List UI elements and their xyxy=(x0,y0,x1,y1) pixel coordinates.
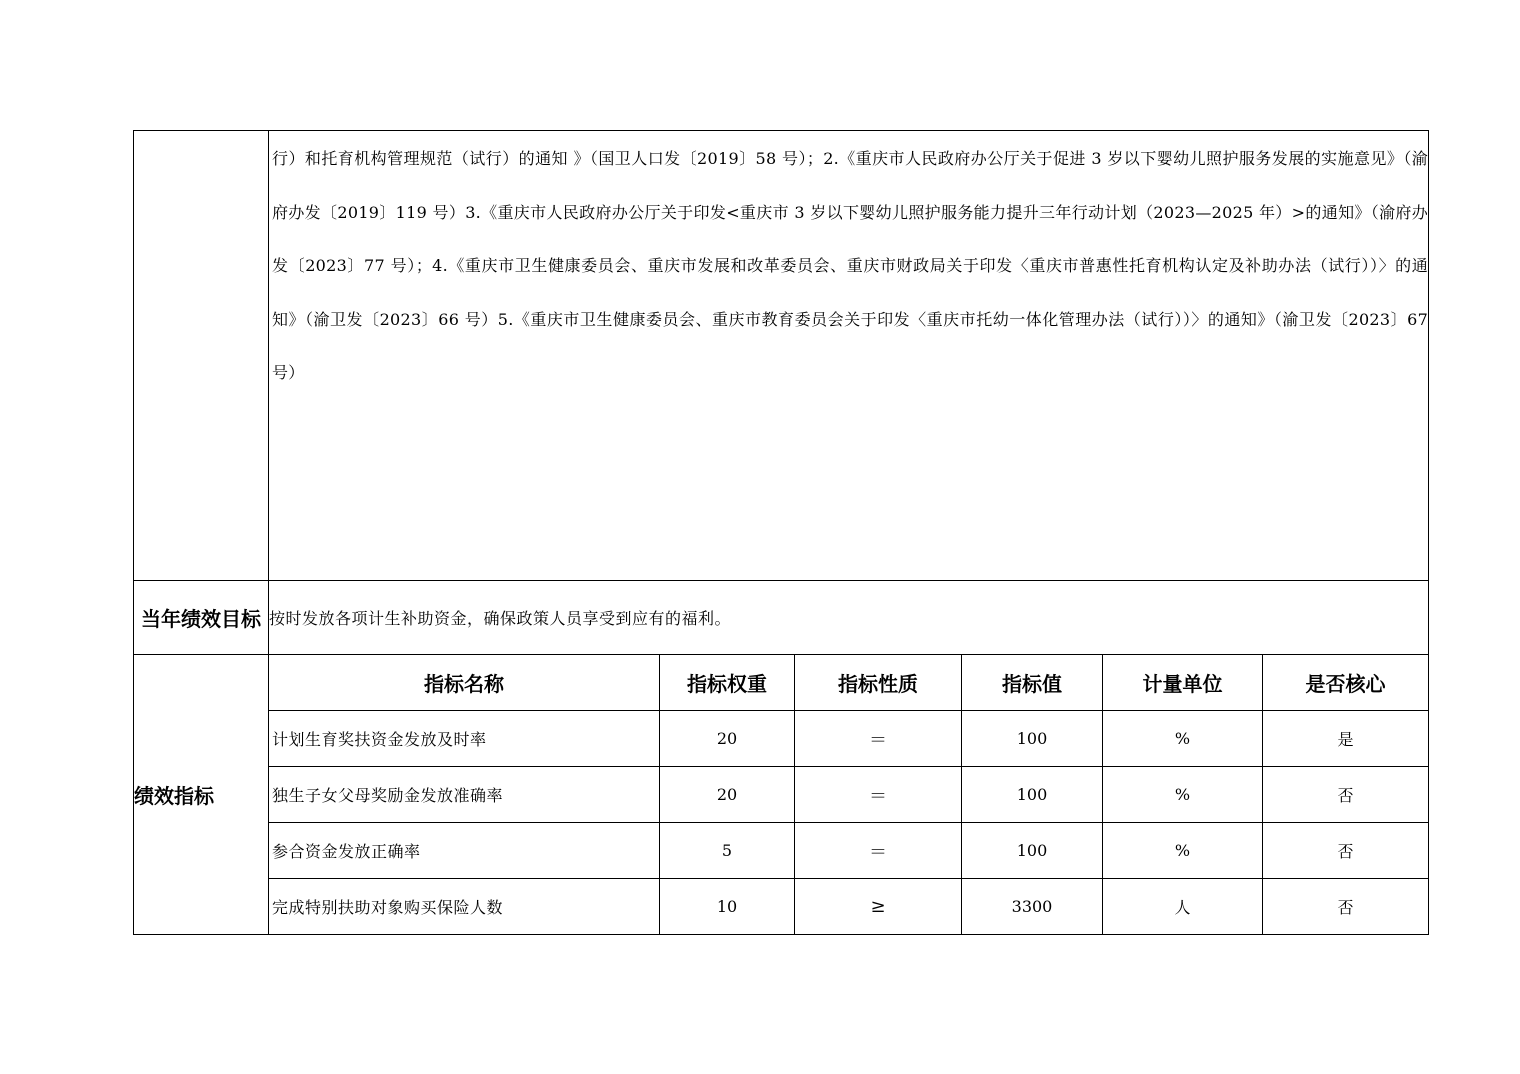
indicator-weight: 20 xyxy=(660,767,795,823)
indicator-core: 否 xyxy=(1263,879,1429,935)
header-indicator-name: 指标名称 xyxy=(269,655,660,711)
table-row xyxy=(134,711,1429,767)
indicator-nature: ＝ xyxy=(795,711,962,767)
indicator-unit: % xyxy=(1103,823,1263,879)
indicator-header-row xyxy=(134,655,1429,711)
indicator-nature: ＝ xyxy=(795,823,962,879)
indicator-value: 100 xyxy=(962,711,1103,767)
basis-label-cell xyxy=(134,131,269,581)
indicator-name: 计划生育奖扶资金发放及时率 xyxy=(269,711,660,767)
goal-text: 按时发放各项计生补助资金，确保政策人员享受到应有的福利。 xyxy=(269,581,1429,655)
indicator-unit: % xyxy=(1103,767,1263,823)
indicator-nature: ≥ xyxy=(795,879,962,935)
indicator-unit: 人 xyxy=(1103,879,1263,935)
header-indicator-weight: 指标权重 xyxy=(660,655,795,711)
basis-cell xyxy=(269,131,1429,581)
table-row xyxy=(134,767,1429,823)
indicator-weight: 10 xyxy=(660,879,795,935)
basis-row xyxy=(134,131,1429,581)
indicator-core: 否 xyxy=(1263,767,1429,823)
table-row xyxy=(134,879,1429,935)
goal-label: 当年绩效目标 xyxy=(134,581,269,655)
indicator-weight: 20 xyxy=(660,711,795,767)
indicator-core: 否 xyxy=(1263,823,1429,879)
indicator-value: 100 xyxy=(962,767,1103,823)
indicator-value: 100 xyxy=(962,823,1103,879)
indicator-nature: ＝ xyxy=(795,767,962,823)
header-indicator-value: 指标值 xyxy=(962,655,1103,711)
indicators-label: 绩效指标 xyxy=(134,655,269,935)
header-unit: 计量单位 xyxy=(1103,655,1263,711)
indicator-name: 完成特别扶助对象购买保险人数 xyxy=(269,879,660,935)
indicator-unit: % xyxy=(1103,711,1263,767)
indicator-value: 3300 xyxy=(962,879,1103,935)
goal-row xyxy=(134,581,1429,655)
indicator-core: 是 xyxy=(1263,711,1429,767)
performance-table xyxy=(133,130,1429,935)
indicator-name: 参合资金发放正确率 xyxy=(269,823,660,879)
header-indicator-nature: 指标性质 xyxy=(795,655,962,711)
table-row xyxy=(134,823,1429,879)
indicator-name: 独生子女父母奖励金发放准确率 xyxy=(269,767,660,823)
indicator-weight: 5 xyxy=(660,823,795,879)
header-is-core: 是否核心 xyxy=(1263,655,1429,711)
policy-basis-text: 行）和托育机构管理规范（试行）的通知 》（国卫人口发〔2019〕58 号）；2.《重庆市人民政府办公厅关于促进 3 岁以下婴幼儿照护服务发展的实施意见》（渝府办发〔2019〕119 号）3.《重庆市人民政府办公厅关于印发<重庆市 3 岁以下婴幼儿照护服务能力提升三年行动计划（2023—2025 年）>的通知》（渝府办发〔2023〕77 号）；4.《重庆市卫生健康委员会、重庆市发展和改革委员会、重庆市财政局关于印发〈重庆市普惠性托育机构认定及补助办法（试行））〉的通知》（渝卫发〔2023〕66 号）5.《重庆市卫生健康委员会、重庆市教育委员会关于印发〈重庆市托幼一体化管理办法（试行））〉的通知》（渝卫发〔2023〕67 号） xyxy=(272,149,1429,382)
